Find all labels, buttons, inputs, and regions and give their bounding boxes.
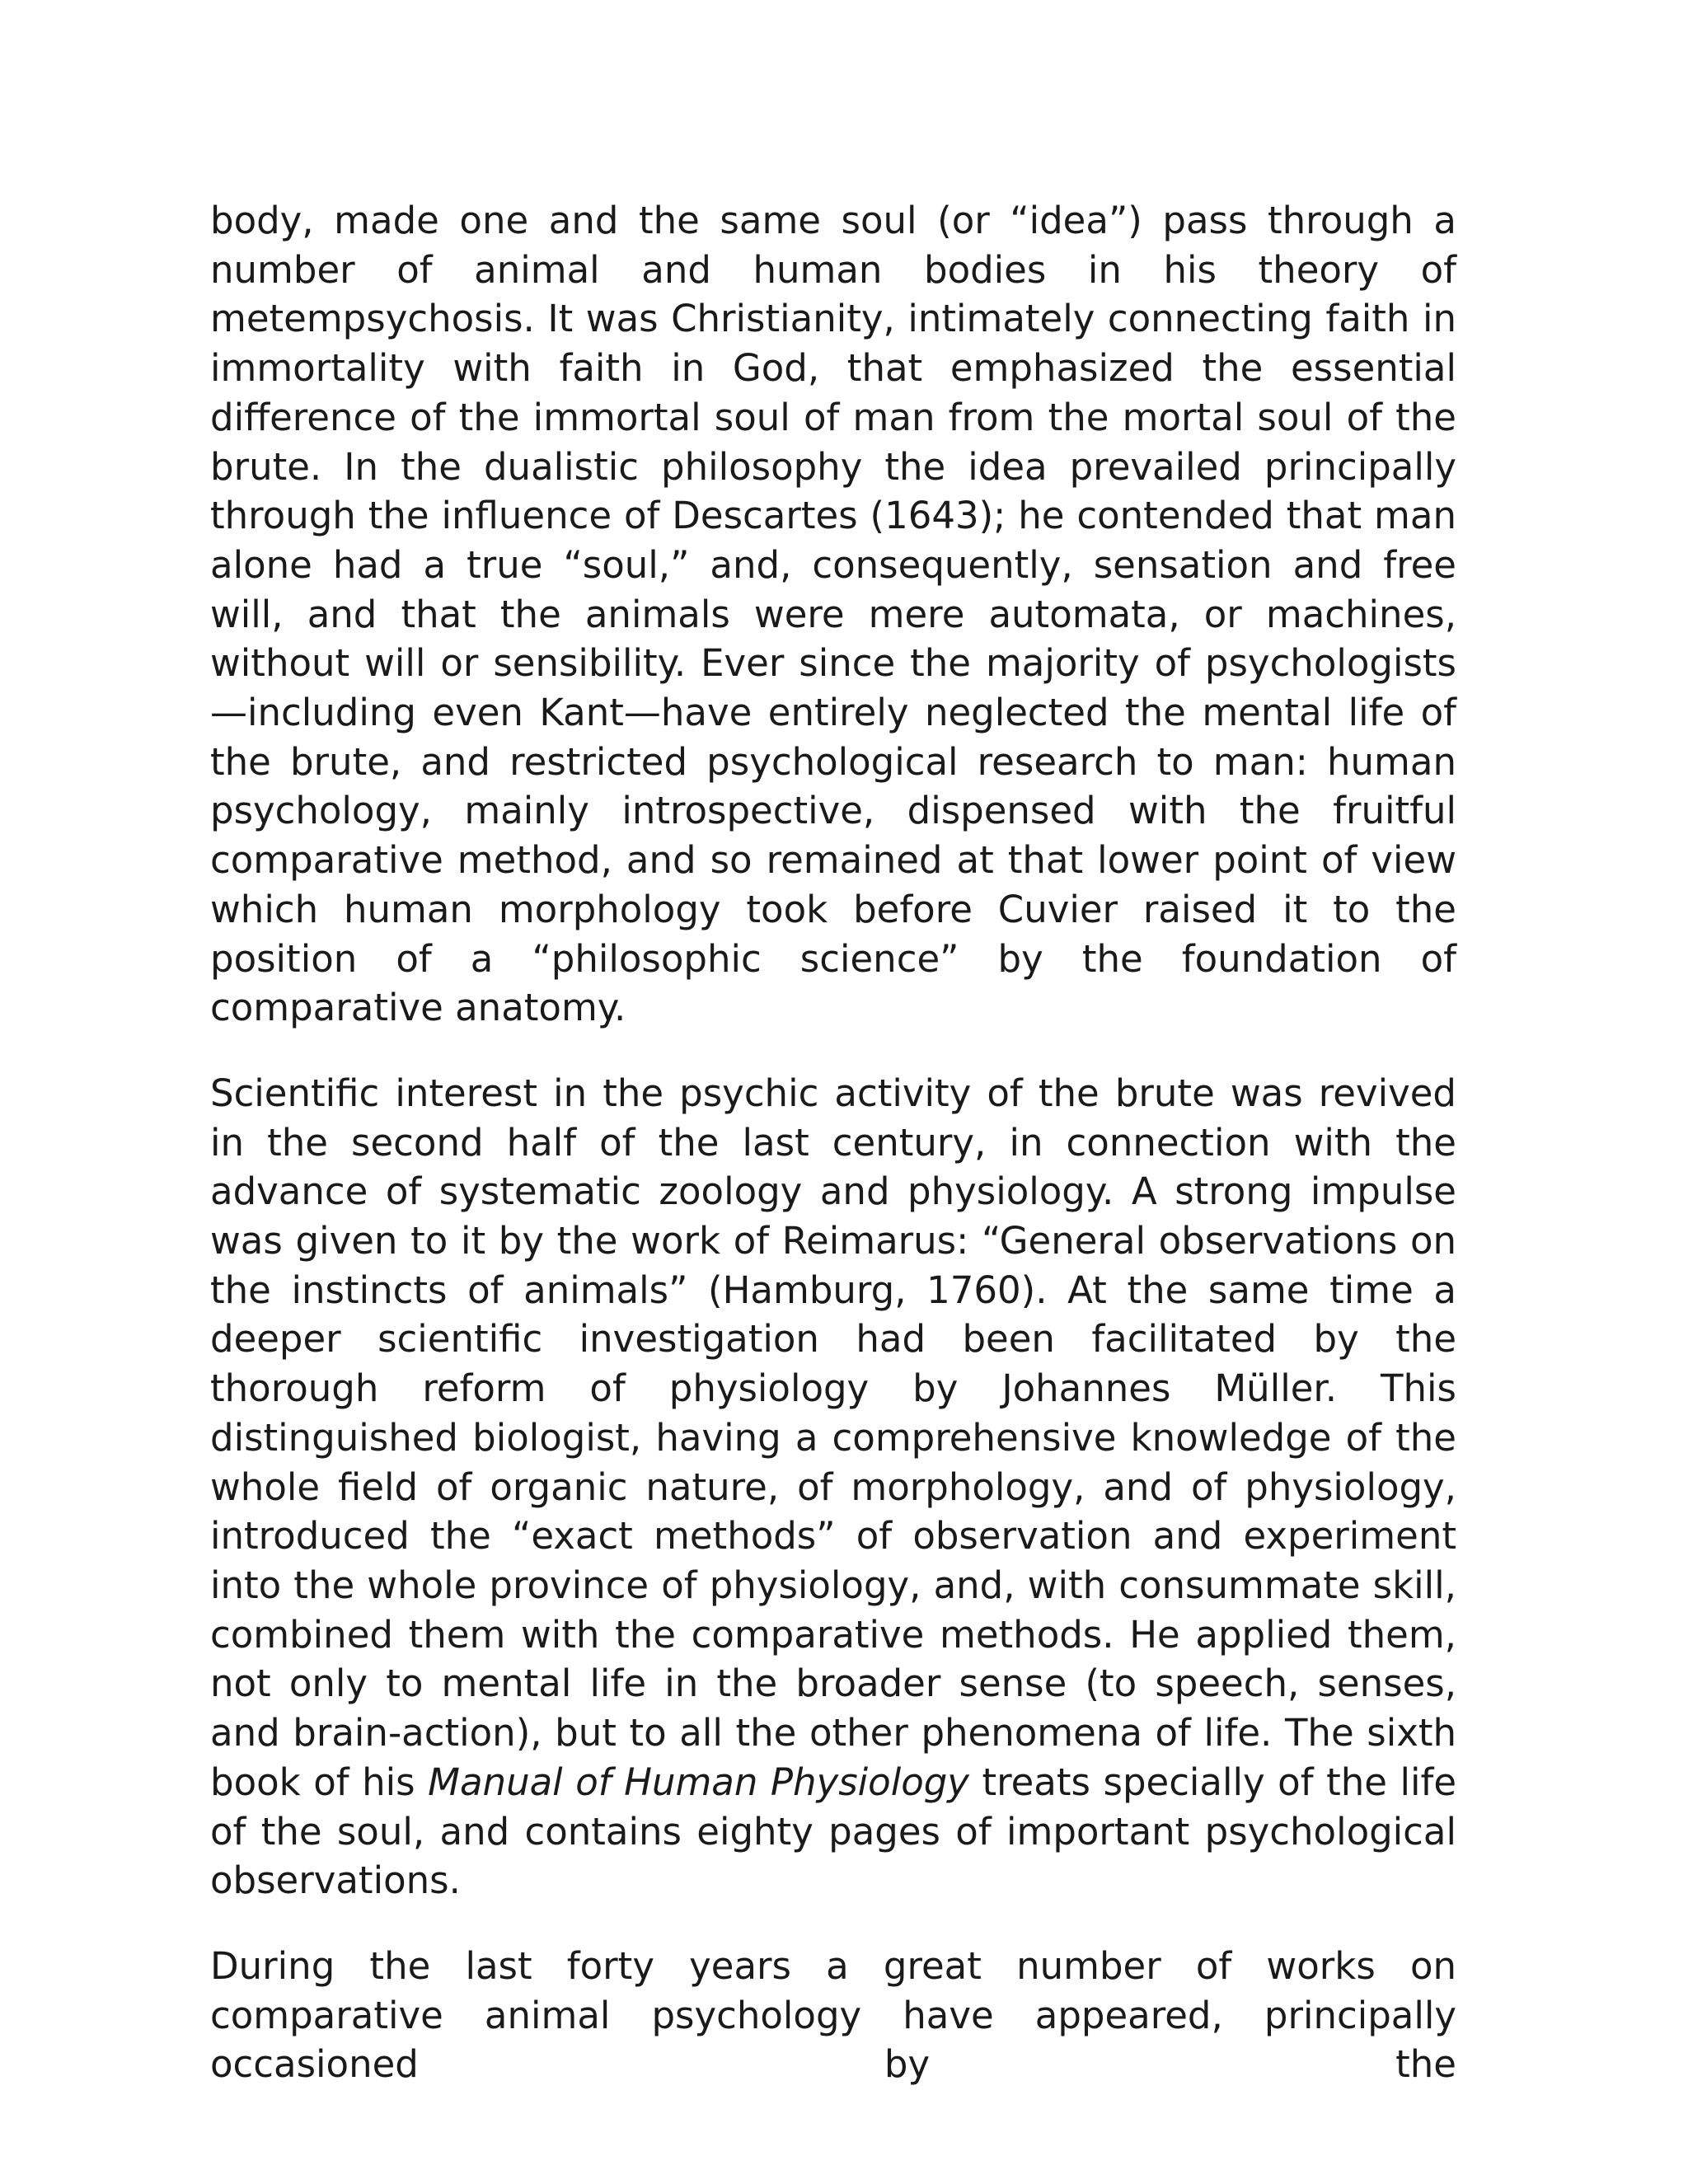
paragraph-1-text: body, made one and the same soul (or “idea”) pass through a number of animal and human bodies in his theory of metempsychosis. It was Christianity, intimately connecting faith in immortality with faith in God, that emphasized the essential difference of the immortal soul of man from the mortal soul of the brute. In the dualistic philosophy the idea prevailed principally through the influence of Descartes (1643); he contended that man alone had a true “soul,” and, consequently, sensation and free will, and that the animals were mere automata, or machines, without will or sensibility. Ever since the majority of psychologists—including even Kant—have entirely neglected the mental life of the brute, and restricted psychological research to man: human psychology, mainly introspective, dispensed with the fruitful comparative method, and so remained at that lower point of view which human morphology took before Cuvier raised it to the position of a “philosophic science” by the foundation of comparative anatomy. bbox=[210, 199, 1456, 1030]
paragraph-1 bbox=[210, 196, 1456, 1033]
paragraph-2-text-start: Scientific interest in the psychic activity of the brute was revived in the second half of the last century, in connection with the advance of systematic zoology and physiology. A strong impulse was given to it by the work of Reimarus: “General observations on the instincts of animals” (Hamburg, 1760). At the same time a deeper scientific investigation had been facilitated by the thorough reform of physiology by Johannes Müller. This distinguished biologist, having a comprehensive knowledge of the whole field of organic nature, of morphology, and of physiology, introduced the “exact methods” of observation and experiment into the whole province of physiology, and, with consummate skill, combined them with the comparative methods. He applied them, not only to mental life in the broader sense (to speech, senses, and brain-action), but to all the other phenomena of life. The sixth book of his bbox=[210, 1071, 1456, 1804]
paragraph-3 bbox=[210, 1942, 1456, 2089]
paragraph-2-text-end: treats specially of the life of the soul, and contains eighty pages of important psychological observations. bbox=[210, 1760, 1456, 1903]
body-text bbox=[210, 196, 1456, 2089]
paragraph-3-text: During the last forty years a great number of works on comparative animal psychology have appeared, principally occasioned by the bbox=[210, 1943, 1456, 2087]
book-title: Manual of Human Physiology bbox=[428, 1760, 969, 1804]
paragraph-2 bbox=[210, 1069, 1456, 1905]
